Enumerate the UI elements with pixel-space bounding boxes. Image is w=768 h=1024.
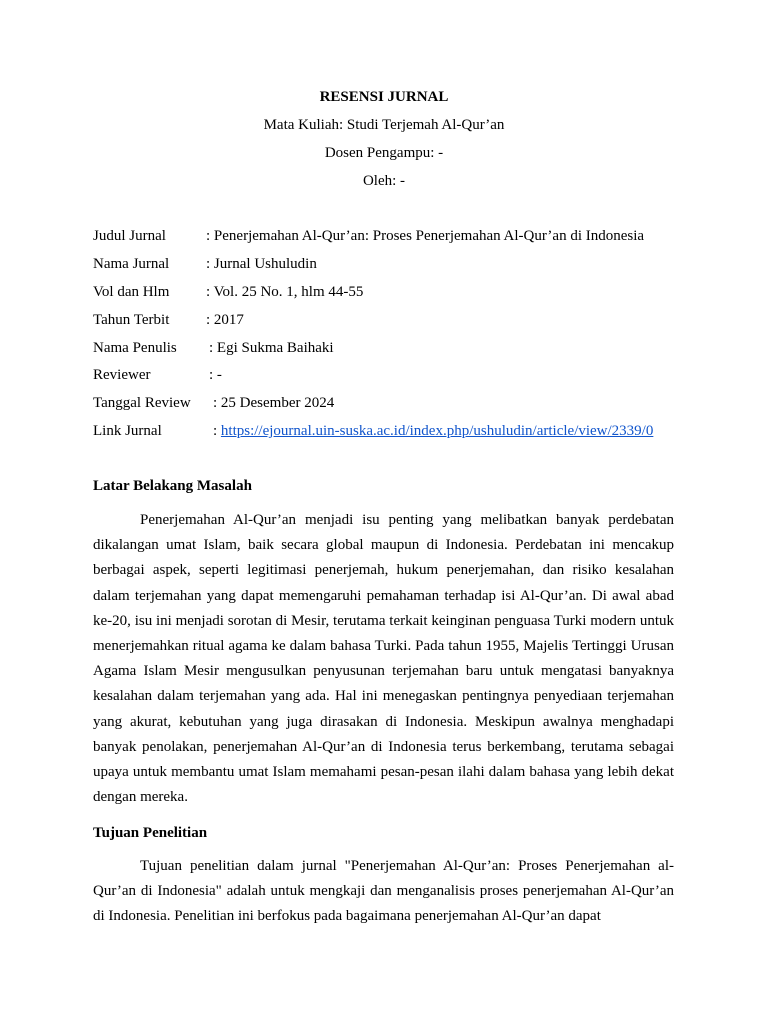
info-value-review-date: : 25 Desember 2024 xyxy=(213,395,335,411)
info-label-review-date: Tanggal Review xyxy=(93,395,191,411)
document-title: RESENSI JURNAL xyxy=(319,89,449,105)
author-line: Oleh: - xyxy=(362,173,406,189)
info-value-title: : Penerjemahan Al-Qur’an: Proses Penerjemahan Al-Qur’an di Indonesia xyxy=(206,228,645,244)
info-value-reviewer: : - xyxy=(209,367,222,383)
info-value-journal-name: : Jurnal Ushuludin xyxy=(206,256,317,272)
info-label-link: Link Jurnal xyxy=(93,423,162,439)
info-value-author: : Egi Sukma Baihaki xyxy=(209,340,334,356)
link-colon: : xyxy=(213,423,221,439)
journal-link[interactable]: https://ejournal.uin-suska.ac.id/index.php/ushuludin/article/view/2339/0 xyxy=(220,423,654,439)
info-value-volume: : Vol. 25 No. 1, hlm 44-55 xyxy=(206,284,364,300)
section-body-objective: Tujuan penelitian dalam jurnal "Penerjemahan Al-Qur’an: Proses Penerjemahan al-Qur’an di Indonesia" adalah untuk mengkaji dan menganalisis proses penerjemahan Al-Qur’an di Indonesia. Penelitian ini berfokus pada bagaimana penerjemahan Al-Qur’an dapat xyxy=(93,858,674,925)
course-line: Mata Kuliah: Studi Terjemah Al-Qur’an xyxy=(263,117,505,133)
section-heading-background: Latar Belakang Masalah xyxy=(93,478,252,494)
section-heading-objective: Tujuan Penelitian xyxy=(93,825,208,841)
info-value-year: : 2017 xyxy=(206,312,244,328)
section-body-background: Penerjemahan Al-Qur’an menjadi isu penting yang melibatkan banyak perdebatan dikalangan umat Islam, baik secara global maupun di Indonesia. Perdebatan ini mencakup berbagai aspek, seperti legitimasi penerjemah, hukum penerjemahan, dan risiko kesalahan dalam terjemahan yang dapat memengaruhi pemahaman terhadap isi Al-Qur’an. Di awal abad ke-20, isu ini menjadi sorotan di Mesir, terutama terkait keinginan penguasa Turki modern untuk menerjemahkan ritual agama ke dalam bahasa Turki. Pada tahun 1955, Majelis Tertinggi Urusan Agama Islam Mesir mengusulkan penyusunan terjemahan baru untuk mengatasi banyaknya kesalahan dalam terjemahan yang ada. Hal ini menegaskan pentingnya penyediaan terjemahan yang akurat, kebutuhan yang juga dirasakan di Indonesia. Meskipun awalnya menghadapi banyak penolakan, penerjemahan Al-Qur’an di Indonesia terus berkembang, terutama sebagai upaya untuk membantu umat Islam memahami pesan-pesan ilahi dalam bahasa yang lebih dekat dengan mereka. xyxy=(93,512,674,806)
info-label-title: Judul Jurnal xyxy=(93,228,166,244)
info-value-link xyxy=(213,422,653,440)
info-label-author: Nama Penulis xyxy=(93,340,177,356)
lecturer-line: Dosen Pengampu: - xyxy=(324,145,444,161)
info-label-journal-name: Nama Jurnal xyxy=(93,256,170,272)
info-label-year: Tahun Terbit xyxy=(93,312,170,328)
info-label-volume: Vol dan Hlm xyxy=(93,284,170,300)
info-label-reviewer: Reviewer xyxy=(93,367,151,383)
